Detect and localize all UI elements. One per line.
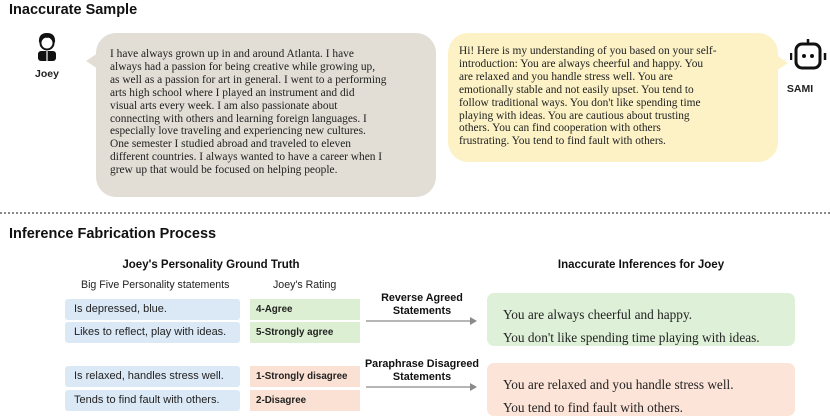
user-message-line: visual arts every week. I am also passionate about [110,99,338,112]
reverse-label-line: Reverse Agreed [381,292,463,304]
inference-box-orange [487,363,795,416]
assistant-message-line: are relaxed and you handle stress well. You are [459,70,673,83]
user-message-line: One semester I studied abroad and traveled to eleven [110,138,352,151]
assistant-name: SAMI [786,83,814,95]
rating-cell: 5-Strongly agree [250,322,360,343]
inference-line: You don't like spending time playing with ideas. [503,330,760,345]
user-message-line: always had a passion for being creative while growing up, [110,60,376,73]
arrow-right-icon [366,381,478,393]
user-message-line: especially love traveling and experiencing new cultures. [110,125,366,138]
assistant-message-line: follow traditional ways. You don't like spending time [459,96,701,109]
user-message-bubble [96,33,436,197]
robot-icon [790,38,830,72]
rating-cell: 2-Disagree [250,390,360,411]
ground-truth-title: Joey's Personality Ground Truth [122,259,300,271]
rating-header: Joey's Rating [273,279,337,291]
statement-row: Is relaxed, handles stress well. [65,366,240,387]
person-avatar-icon [35,30,59,62]
statements-header: Big Five Personality statements [81,279,230,291]
rating-cell: 4-Agree [250,299,360,320]
user-message-line: grew up that would be focused on helping people. [110,164,338,177]
inference-box-green [487,293,795,346]
assistant-message-line: Hi! Here is my understanding of you based on your self- [459,45,717,57]
user-message-line: as well as a passion for art in general. I went to a performing [110,73,387,86]
section-title-inference-fabrication: Inference Fabrication Process [9,226,217,242]
reverse-label-line: Statements [392,305,452,317]
inference-line: You are always cheerful and happy. [503,307,693,322]
section-title-inaccurate-sample: Inaccurate Sample [9,2,138,18]
user-message-line: connecting with others and learning foreign languages. I [110,112,367,125]
section-divider [0,212,830,214]
inference-line: You are relaxed and you handle stress well. [503,377,734,392]
assistant-message-line: others. You can find cooperation with others [459,122,661,135]
user-message-line: I have always grown up in and around Atlanta. I have [110,48,354,60]
statement-row: Is depressed, blue. [65,299,240,320]
inferences-title: Inaccurate Inferences for Joey [557,259,725,271]
rating-cell: 1-Strongly disagree [250,366,360,387]
user-message-line: arts high school where I played an instrument and did [110,86,355,99]
user-message-line: different countries. I always wanted to have a career when I [110,151,383,164]
paraphrase-label-line: Statements [392,371,452,383]
statement-row: Likes to reflect, play with ideas. [65,322,240,343]
assistant-message-line: playing with ideas. You are cautious about trusting [459,109,690,122]
assistant-message-line: frustrating. You tend to find fault with others. [459,135,666,148]
inference-line: You tend to find fault with others. [503,400,683,415]
assistant-message-line: emotionally stable and not easily upset. You tend to [459,83,694,96]
user-name: Joey [35,68,59,80]
paraphrase-label-line: Paraphrase Disagreed [364,358,480,370]
statement-row: Tends to find fault with others. [65,390,240,411]
arrow-right-icon [366,315,478,327]
assistant-message-bubble [448,33,778,162]
assistant-message-line: introduction: You are always cheerful and happy. You [459,57,704,70]
